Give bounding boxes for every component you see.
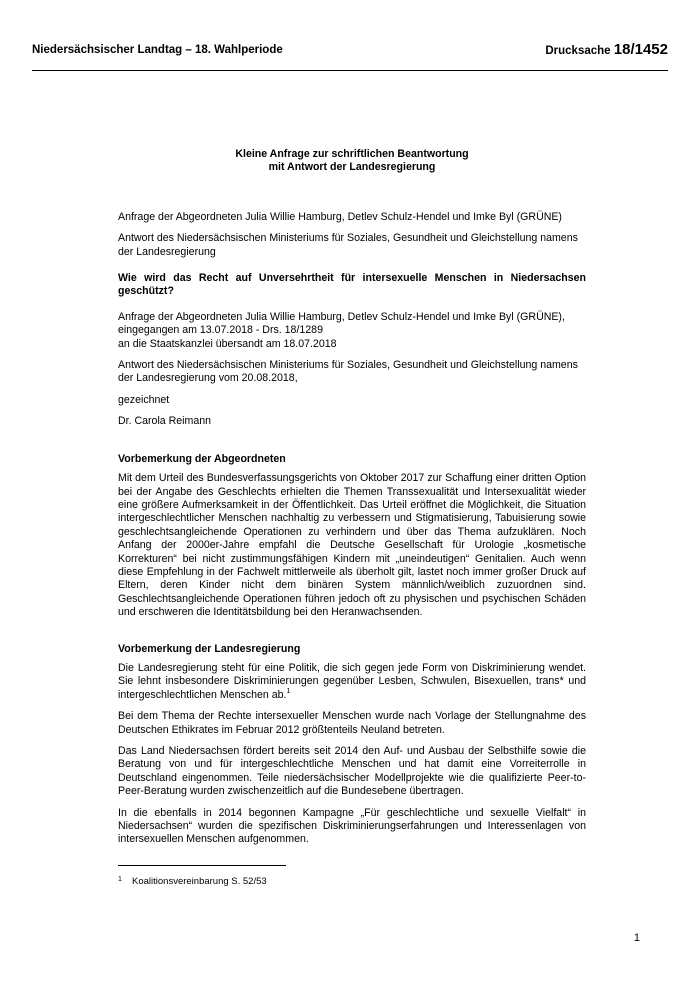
page-header (32, 41, 668, 64)
page-number: 1 (633, 932, 640, 944)
signatory-name: Dr. Carola Reimann (118, 415, 212, 428)
footnote-number: 1 (118, 876, 122, 883)
document-number-label: Drucksache (545, 45, 611, 57)
title-line-1: Kleine Anfrage zur schriftlichen Beantwortung (235, 148, 469, 160)
government-paragraph-2: Bei dem Thema der Rechte intersexueller Menschen wurde nach Vorlage der Stellungnahme des Deutschen Ethikrates im Februar 2012 größtenteils Neuland betreten. (118, 710, 586, 736)
inquiry-line: Anfrage der Abgeordneten Julia Willie Hamburg, Detlev Schulz-Hendel und Imke Byl (GRÜNE) (118, 210, 562, 223)
government-paragraph-3: Das Land Niedersachsen fördert bereits seit 2014 den Auf- und Ausbau der Selbsthilfe sowie die Beratung von und für intergeschlechtliche Menschen und hat damit eine Vorreiterrolle in Deutschland eingenommen. Teile niedersächsischer Modellprojekte wie die qualifizierte Peer-to-Peer-Beratung wurden zwischenzeitlich auf die Bundesebene übertragen. (118, 745, 586, 798)
government-paragraph-1 (118, 662, 586, 702)
answer-details: Antwort des Niedersächsischen Ministeriums für Soziales, Gesundheit und Gleichstellung namens der Landesregierung vom 20.08.2018, (118, 359, 578, 385)
government-paragraph-1-text: Die Landesregierung steht für eine Politik, die sich gegen jede Form von Diskriminierung wendet. Sie lehnt insbesondere Diskriminierungen gegenüber Lesben, Schwulen, Bisexuellen, trans* und intergeschlechtlichen Menschen ab. (118, 661, 586, 701)
footnote-reference[interactable]: 1 (286, 687, 291, 695)
inquiry-details (118, 311, 586, 351)
inquiry-details-line-2: eingegangen am 13.07.2018 - Drs. 18/1289 (118, 324, 323, 337)
government-paragraph-4: In die ebenfalls in 2014 begonnen Kampagne „Für geschlechtliche und sexuelle Vielfalt“ in Niedersachsen“ wurden die spezifischen Diskriminierungserfahrungen und Interessenlagen von intersexuellen Menschen aufgenommen. (118, 806, 586, 846)
signed-label: gezeichnet (118, 393, 170, 406)
section-text-members: Mit dem Urteil des Bundesverfassungsgerichts von Oktober 2017 zur Schaffung einer dritten Option bei der Angabe des Geschlechts erhielten die Themen Transsexualität und Intersexualität wieder eine größere Aufmerksamkeit in der Öffentlichkeit. Das Urteil eröffnet die Möglichkeit, die Situation intergeschlechtlicher Menschen nachhaltig zu verbessern und Stigmatisierung, Tabuisierung sowie geschlechtsangleichende Operationen zu verhindern und über das Thema aufzuklären. Noch Anfang der 2000er-Jahre empfahl die Deutsche Gesellschaft für Urologie „kosmetische Korrekturen“ bei nicht zustimmungsfähigen Kindern mit „uneindeutigen“ Genitalien. Auch wenn diese Empfehlung in der Fachwelt mittlerweile als überholt gilt, lastet noch immer großer Druck auf Eltern, deren Kinder nicht dem binären System männlich/weiblich zuzuordnen sind. Geschlechtsangleichende Operationen führen jedoch oft zu physischen und psychischen Schäden und erschweren die Identitätsbildung bei den Heranwachsenden. (118, 472, 586, 619)
document-title (118, 148, 586, 175)
answer-line: Antwort des Niedersächsischen Ministeriums für Soziales, Gesundheit und Gleichstellung namens der Landesregierung (118, 232, 578, 258)
inquiry-details-line-3: an die Staatskanzlei übersandt am 18.07.2018 (118, 337, 337, 350)
section-heading-members: Vorbemerkung der Abgeordneten (118, 452, 286, 465)
footnote-rule (118, 865, 286, 866)
footnote (118, 876, 267, 887)
parliament-title: Niedersächsischer Landtag – 18. Wahlperiode (32, 44, 283, 56)
document-body (118, 148, 586, 855)
header-rule (32, 70, 668, 71)
document-number-value: 18/1452 (613, 41, 668, 58)
footnote-text: Koalitionsvereinbarung S. 52/53 (132, 876, 267, 887)
title-line-2: mit Antwort der Landesregierung (268, 161, 436, 174)
section-heading-government: Vorbemerkung der Landesregierung (118, 642, 301, 655)
document-number (545, 41, 668, 58)
question-heading: Wie wird das Recht auf Unversehrtheit für intersexuelle Menschen in Niedersachsen geschützt? (118, 272, 586, 298)
inquiry-details-line-1: Anfrage der Abgeordneten Julia Willie Hamburg, Detlev Schulz-Hendel und Imke Byl (GRÜNE), (118, 310, 565, 323)
